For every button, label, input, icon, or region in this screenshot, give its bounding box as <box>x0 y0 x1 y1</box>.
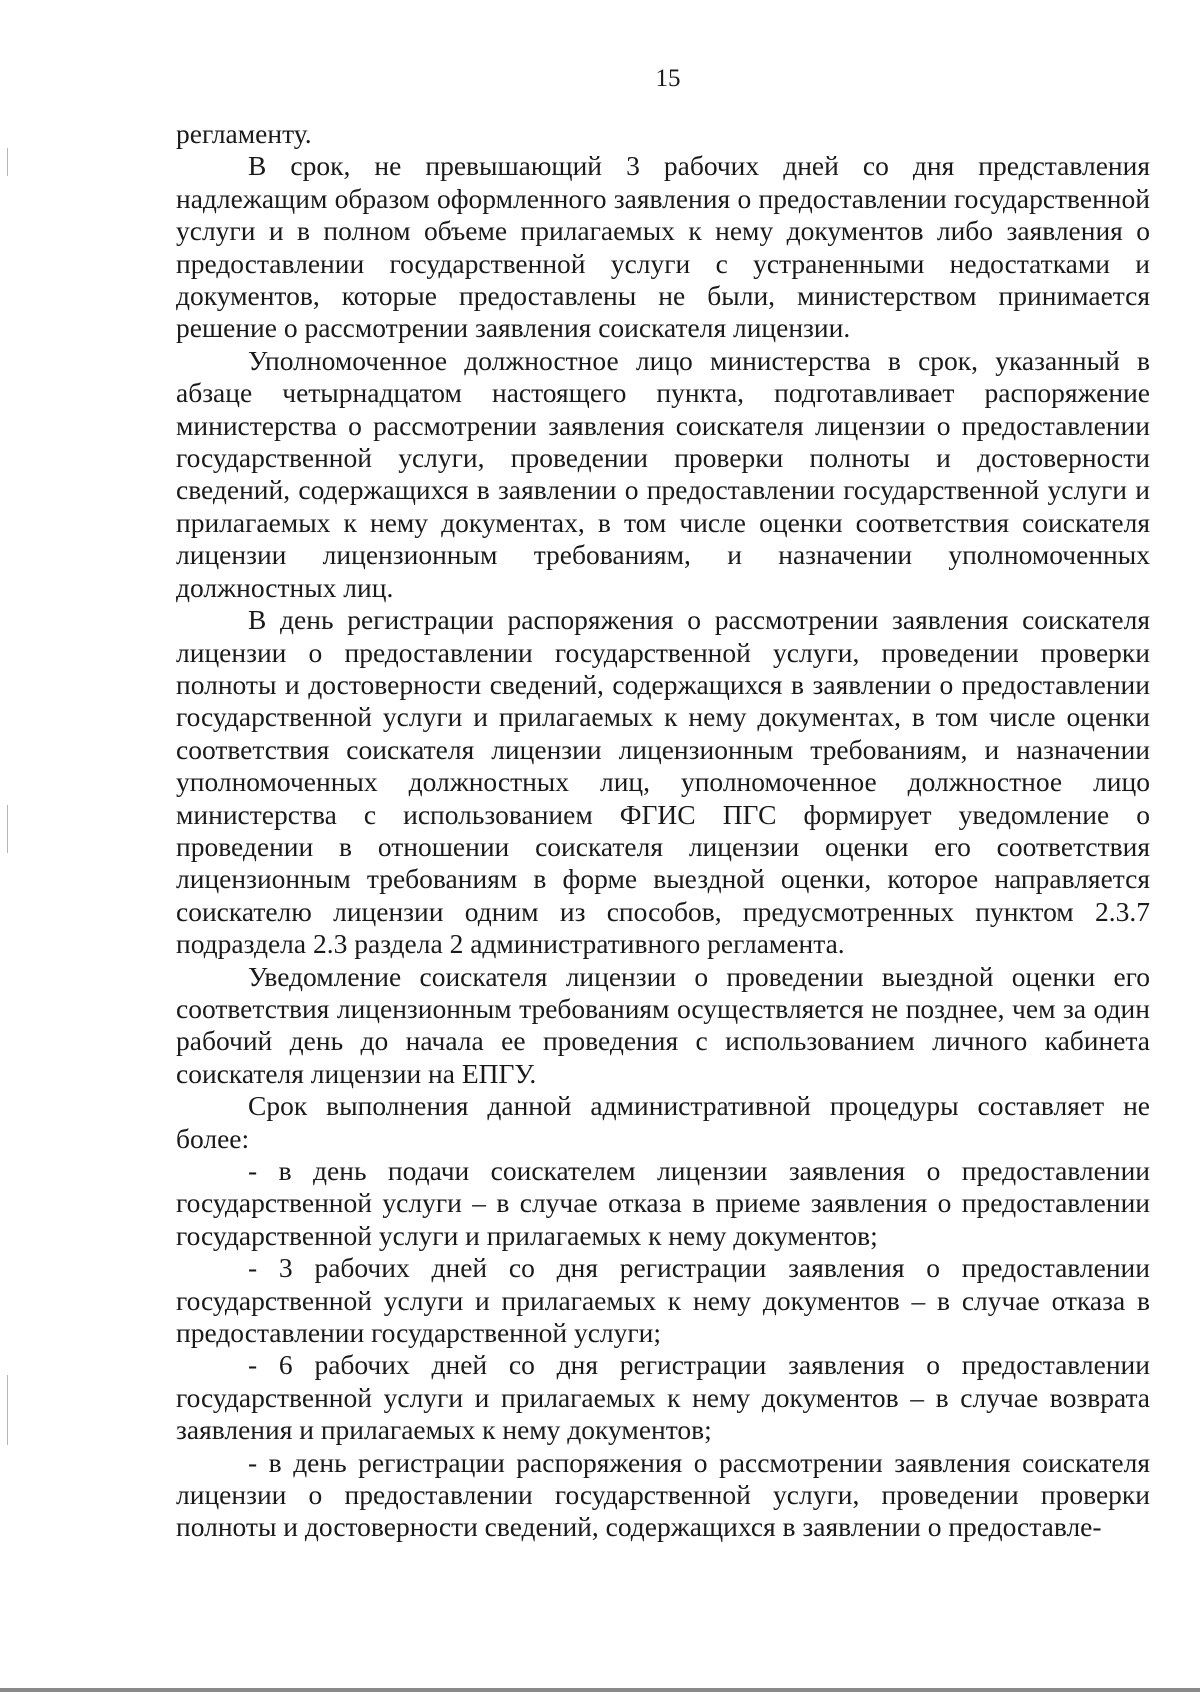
list-item-return-application: - 6 рабочих дней со дня регистрации заявления о предоставлении государственной услуги и прилагаемых к нему документов – в случае возврата заявления и прилагаемых к нему документов; <box>176 1349 1150 1446</box>
paragraph-notification-timing: Уведомление соискателя лицензии о проведении выездной оценки его соответствия лицензионным требованиям осуществляется не позднее, чем за один рабочий день до начала ее проведения с использованием личного кабинета соискателя лицензии на ЕПГУ. <box>176 960 1150 1089</box>
scan-bottom-edge <box>0 1688 1200 1692</box>
document-body <box>176 118 1150 1544</box>
list-item-refusal-service: - 3 рабочих дней со дня регистрации заявления о предоставлении государственной услуги и прилагаемых к нему документов – в случае отказа в предоставлении государственной услуги; <box>176 1252 1150 1349</box>
list-item-order-registration: - в день регистрации распоряжения о рассмотрении заявления соискателя лицензии о предоставлении государственной услуги, проведении проверки полноты и достоверности сведений, содержащихся в заявлении о предоставле- <box>176 1446 1150 1543</box>
paragraph-decision-deadline: В срок, не превышающий 3 рабочих дней со дня представления надлежащим образом оформленного заявления о предоставлении государственной услуги и в полном объеме прилагаемых к нему документов либо заявления о предоставлении государственной услуги с устраненными недостатками и документов, которые предоставлены не были, министерством принимается решение о рассмотрении заявления соискателя лицензии. <box>176 150 1150 344</box>
scan-artifact <box>7 148 8 176</box>
scan-artifact <box>7 1375 8 1445</box>
paragraph-order-preparation: Уполномоченное должностное лицо министерства в срок, указанный в абзаце четырнадцатом настоящего пункта, подготавливает распоряжение министерства о рассмотрении заявления соискателя лицензии о предоставлении государственной услуги, проведении проверки полноты и достоверности сведений, содержащихся в заявлении о предоставлении государственной услуги и прилагаемых к нему документах, в том числе оценки соответствия соискателя лицензии лицензионным требованиям, и назначении уполномоченных должностных лиц. <box>176 344 1150 603</box>
paragraph-continuation: регламенту. <box>176 118 312 149</box>
paragraph-notification-formation: В день регистрации распоряжения о рассмотрении заявления соискателя лицензии о предоставлении государственной услуги, проведении проверки полноты и достоверности сведений, содержащихся в заявлении о предоставлении государственной услуги и прилагаемых к нему документах, в том числе оценки соответствия соискателя лицензии лицензионным требованиям, и назначении уполномоченных должностных лиц, уполномоченное должностное лицо министерства с использованием ФГИС ПГС формирует уведомление о проведении в отношении соискателя лицензии оценки его соответствия лицензионным требованиям в форме выездной оценки, которое направляется соискателю лицензии одним из способов, предусмотренных пунктом 2.3.7 подраздела 2.3 раздела 2 административного регламента. <box>176 604 1150 960</box>
page-number: 15 <box>655 65 681 92</box>
paragraph-procedure-term: Срок выполнения данной административной процедуры составляет не более: <box>176 1090 1150 1154</box>
list-item-refusal-acceptance: - в день подачи соискателем лицензии заявления о предоставлении государственной услуги – в случае отказа в приеме заявления о предоставлении государственной услуги и прилагаемых к нему документов; <box>176 1155 1150 1251</box>
scan-artifact <box>7 805 8 853</box>
